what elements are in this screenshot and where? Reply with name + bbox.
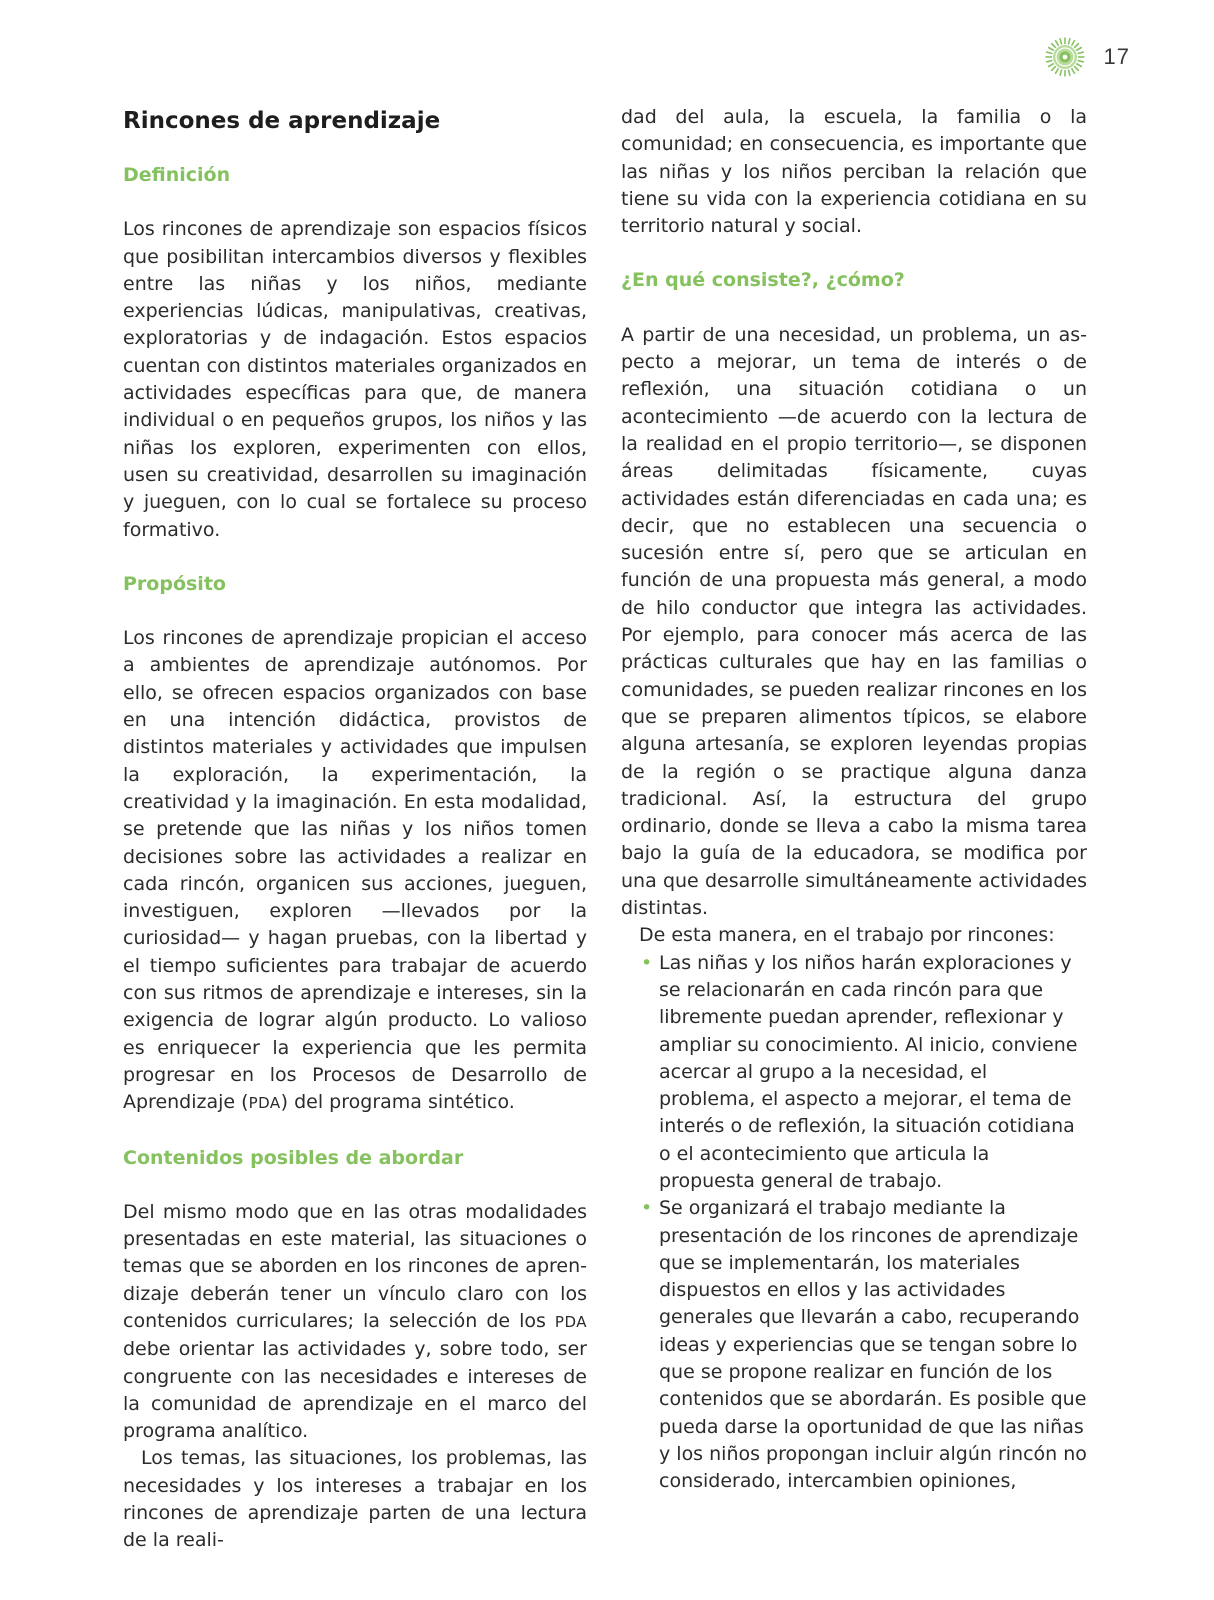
subheading-contenidos: Contenidos posibles de abordar [123, 1146, 464, 1169]
section-title: Rincones de aprendizaje [123, 108, 441, 134]
bullet-list [641, 950, 1087, 1496]
paragraph-contenidos: Del mismo modo que en las otras modalidades presentadas en este material, las situaciones o temas que se aborden en los rincones de aprendizaje deberán tener un vínculo claro con los contenidos curriculares; la selección de los PDA debe orientar las actividades y, sobre todo, ser congruente con las necesidades e intereses de la comunidad de aprendizaje en el marco del programa analítico. [123, 1200, 587, 1443]
list-item: • Se organizará el trabajo mediante la presentación de los rincones de aprendizaje que se implementarán, los materiales dispuestos en ellos y las actividades generales que llevarán a cabo, recuperando ideas y experiencias que se tengan sobre lo que se propone realizar en función de los contenidos que se abordarán. Es posible que pueda darse la oportunidad de que las niñas y los niños propongan incluir algún rincón no considerado, intercambien opiniones, [641, 1195, 1087, 1495]
sun-ornament-icon [1044, 36, 1086, 78]
paragraph-a-partir: A partir de una necesidad, un problema, un aspecto a mejorar, un tema de interés o de reflexión, una situación cotidiana o un acontecimiento —de acuerdo con la lectura de la realidad en el propio territorio—, se disponen áreas delimitadas físicamente, cuyas actividades están diferenciadas en cada una; es decir, que no establecen una secuencia o sucesión entre sí, pero que se articulan en función de una propuesta más general, a modo de hilo conductor que integra las actividades. Por ejemplo, para conocer más acerca de las prácticas culturales que hay en las familias o comunidades, se pueden realizar rincones en los que se preparen alimentos típicos, se elabore alguna artesanía, se exploren leyendas propias de la región o se practique alguna danza tradicional. Así, la estructura del grupo ordinario, donde se lleva a cabo la misma tarea bajo la guía de la educadora, se modifica por una que desarrolle simultáneamente actividades distintas. [621, 323, 1087, 920]
subheading-proposito: Propósito [123, 572, 226, 595]
abbr-pda: PDA [248, 1094, 281, 1113]
page-header [1044, 36, 1130, 78]
abbr-pda: PDA [554, 1312, 587, 1331]
paragraph-de-esta-manera: De esta manera, en el trabajo por rincones: [639, 924, 1055, 947]
right-column [621, 104, 1087, 1496]
page-number: 17 [1103, 44, 1130, 69]
paragraph-continuation: dad del aula, la escuela, la familia o la comunidad; en consecuencia, es importante que las niñas y los niños perciban la relación que tiene su vida con la experiencia cotidiana en su territorio natural y social. [621, 106, 1087, 238]
left-column [123, 104, 587, 1555]
subheading-en-que-consiste: ¿En qué consiste?, ¿cómo? [621, 269, 905, 292]
subheading-definicion: Definición [123, 164, 231, 186]
paragraph-proposito: Los rincones de aprendizaje propician el acceso a ambientes de aprendizaje autónomos. Por ello, se ofrecen espacios organizados con base en una intención didáctica, provistos de distintos materiales y actividades que impulsen la exploración, la experimentación, la creatividad y la imaginación. En esta modalidad, se pretende que las niñas y los niños tomen decisiones sobre las actividades a realizar en cada rincón, organicen sus acciones, jueguen, investiguen, exploren —llevados por la curiosidad— y hagan pruebas, con la libertad y el tiempo suficientes para trabajar de acuerdo con sus ritmos de aprendizaje e intereses, sin la exigencia de lograr algún producto. Lo valioso es enriquecer la experiencia que les permita progresar en los Procesos de Desarrollo de Aprendizaje (PDA) del programa sintético. [123, 627, 587, 1114]
paragraph-definicion: Los rincones de aprendizaje son espacios físicos que posibilitan intercambios diversos y flexibles entre las niñas y los niños, mediante experiencias lúdicas, manipulativas, creativas, exploratorias y de indagación. Estos espacios cuentan con distintos materiales organizados en actividades específicas para que, de manera individual o en pequeños grupos, los niños y las niñas los exploren, experimenten con ellos, usen su creatividad, desarrollen su imaginación y jueguen, con lo cual se fortalece su proceso formativo. [123, 218, 587, 541]
list-item: • Las niñas y los niños harán exploraciones y se relacionarán en cada rincón para que libremente puedan aprender, reflexionar y ampliar su conocimiento. Al inicio, conviene acercar al grupo a la necesidad, el problema, el aspecto a mejorar, el tema de interés o de reflexión, la situación cotidiana o el acontecimiento que articula la propuesta general de trabajo. [641, 950, 1087, 1196]
paragraph-temas: Los temas, las situaciones, los problemas, las necesidades y los intereses a trabajar en los rincones de aprendizaje parten de una lectura de la reali- [123, 1447, 587, 1552]
